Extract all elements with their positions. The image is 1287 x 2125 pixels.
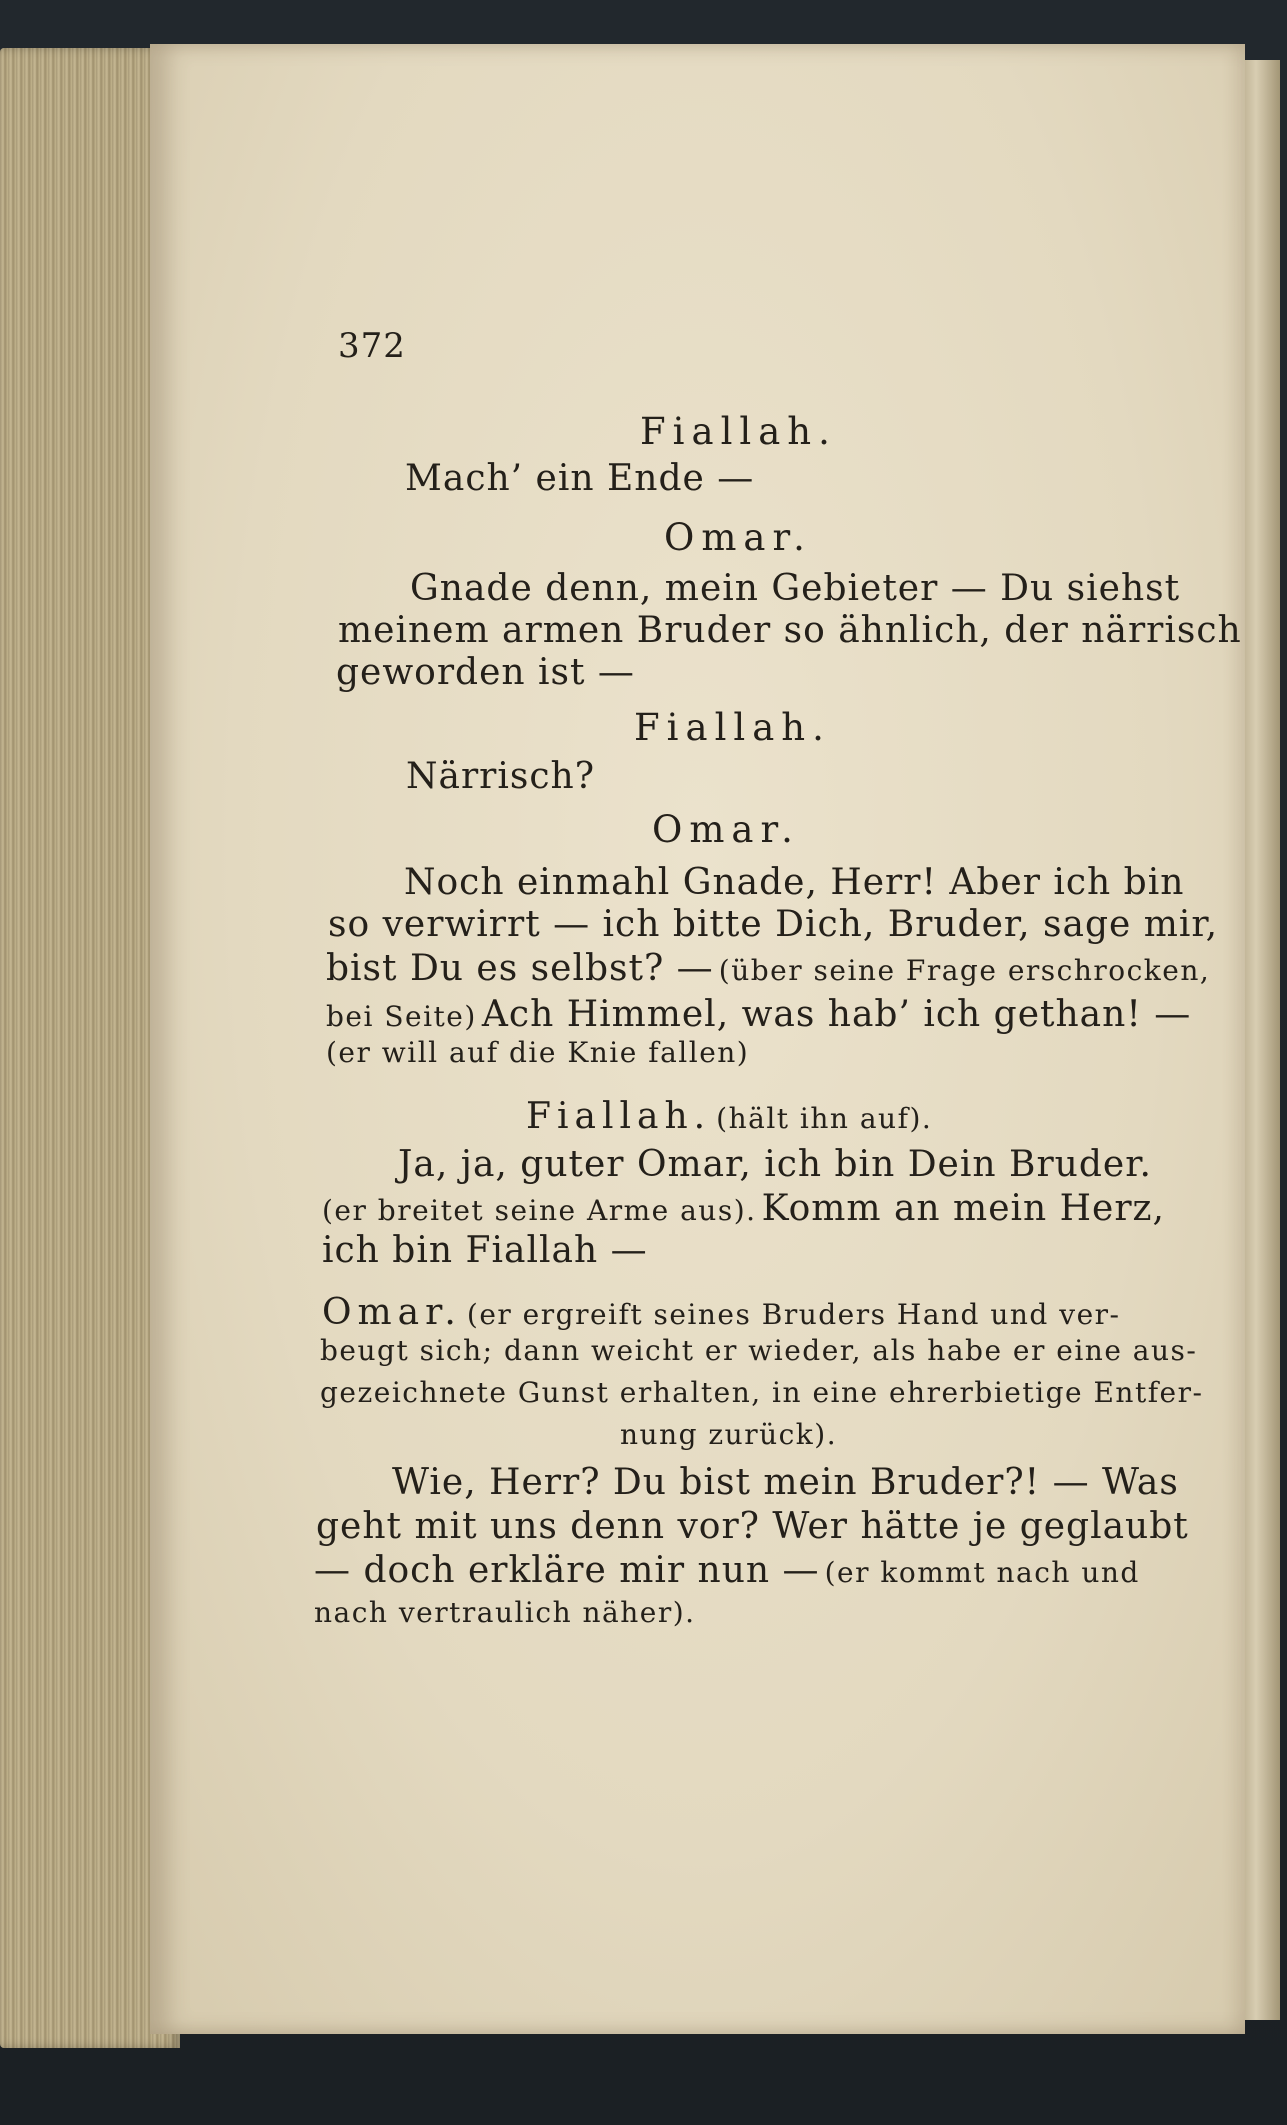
dialogue-line xyxy=(326,994,1191,1035)
dialogue-line: Noch einmahl Gnade, Herr! Aber ich bin xyxy=(404,862,1185,903)
dialogue-line: meinem armen Bruder so ähnlich, der närrisch xyxy=(338,610,1242,651)
stage-direction: (er ergreift seines Bruders Hand und ver- xyxy=(466,1298,1121,1331)
speaker-line xyxy=(322,1292,1121,1333)
stage-direction: nach vertraulich näher). xyxy=(314,1596,696,1629)
stage-direction: (über seine Frage erschrocken, xyxy=(718,954,1211,987)
dialogue-line: Ja, ja, guter Omar, ich bin Dein Bruder. xyxy=(398,1144,1152,1185)
stage-direction: (er breitet seine Arme aus). xyxy=(322,1194,757,1227)
dialogue-line: Mach’ ein Ende — xyxy=(405,458,755,499)
speaker-fiallah: Fiallah. xyxy=(634,706,831,749)
stage-direction: gezeichnete Gunst erhalten, in eine ehrerbietige Entfer- xyxy=(320,1376,1204,1409)
speaker-omar: Omar. xyxy=(322,1292,462,1333)
speaker-fiallah: Fiallah. xyxy=(526,1096,712,1137)
stage-direction: (hält ihn auf). xyxy=(716,1102,933,1135)
speaker-omar: Omar. xyxy=(652,808,800,851)
stage-direction: nung zurück). xyxy=(620,1418,838,1451)
stage-direction: bei Seite) xyxy=(326,1000,477,1033)
stage-direction: (er kommt nach und xyxy=(824,1556,1140,1589)
stage-direction: beugt sich; dann weicht er wieder, als habe er eine aus- xyxy=(320,1334,1198,1367)
dialogue-text: Komm an mein Herz, xyxy=(761,1188,1165,1229)
dialogue-line: so verwirrt — ich bitte Dich, Bruder, sage mir, xyxy=(328,904,1219,945)
dialogue-text: — doch erkläre mir nun — xyxy=(314,1550,820,1591)
facing-page-edge xyxy=(1240,60,1280,2020)
dialogue-line xyxy=(314,1550,1140,1591)
dialogue-line: geht mit uns denn vor? Wer hätte je geglaubt xyxy=(316,1506,1189,1547)
speaker-fiallah: Fiallah. xyxy=(640,410,837,453)
speaker-line xyxy=(526,1096,932,1137)
dialogue-line: geworden ist — xyxy=(336,652,635,693)
dialogue-line xyxy=(326,948,1210,989)
dialogue-line: Gnade denn, mein Gebieter — Du siehst xyxy=(410,568,1181,609)
page-number: 372 xyxy=(338,326,406,366)
dialogue-line: Wie, Herr? Du bist mein Bruder?! — Was xyxy=(392,1462,1179,1503)
speaker-omar: Omar. xyxy=(664,516,812,559)
dialogue-text: bist Du es selbst? — xyxy=(326,948,714,989)
stage-direction: (er will auf die Knie fallen) xyxy=(326,1036,750,1069)
dialogue-text: Ach Himmel, was hab’ ich gethan! — xyxy=(481,994,1192,1035)
dialogue-line: ich bin Fiallah — xyxy=(322,1230,648,1271)
dialogue-line: Närrisch? xyxy=(406,756,596,797)
dialogue-line xyxy=(322,1188,1165,1229)
